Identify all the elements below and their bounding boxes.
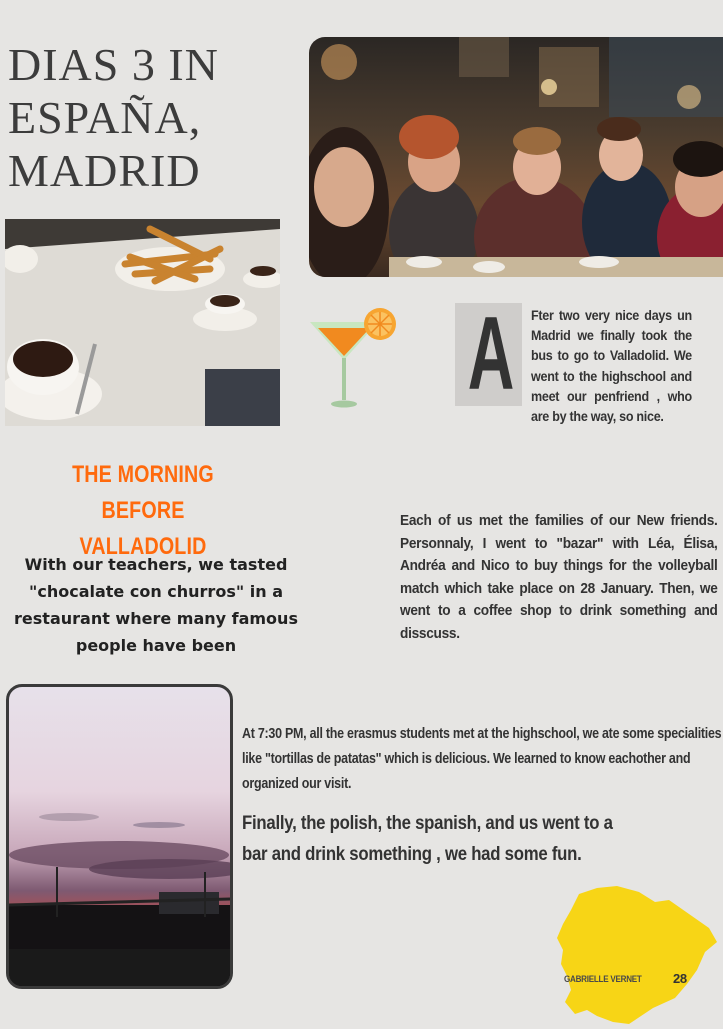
photo-sunset — [6, 684, 233, 989]
photo-friends-illustration — [309, 37, 723, 277]
cocktail-icon — [308, 308, 400, 410]
finally-paragraph: Finally, the polish, the spanish, and us went to a bar and drink something , we had some fun. — [242, 812, 613, 865]
photo-churros-illustration — [5, 219, 280, 426]
intro-paragraph: Fter two very nice days un Madrid we finally took the bus to go to Valladolid. We went to the highschool and meet our penfriend , who are by the way, so nice. — [531, 308, 692, 425]
morning-caption: With our teachers, we tasted "chocalate con churros" in a restaurant where many famous people have been — [14, 555, 298, 655]
heading-line-2: VALLADOLID — [79, 533, 207, 560]
author-name: GABRIELLE VERNET — [564, 974, 642, 985]
title-line-3: MADRID — [8, 145, 201, 196]
photo-friends-at-cafe — [309, 37, 723, 277]
spain-map-icon — [557, 880, 719, 1024]
evening-paragraph-wrapper — [242, 722, 722, 797]
page-number: 28 — [673, 971, 687, 986]
evening-paragraph: At 7:30 PM, all the erasmus students met at the highschool, we ate some specialities like "tortillas de patatas" which is delicious. We learned to know eachother and organized our visit. — [242, 726, 722, 792]
page-title — [8, 38, 298, 197]
section-heading-morning — [36, 457, 251, 565]
finally-paragraph-wrapper — [242, 808, 613, 870]
dropcap-letter: A — [467, 296, 515, 412]
families-paragraph: Each of us met the families of our New friends. Personnaly, I went to "bazar" with Léa, Élisa, Andréa and Nico to buy things for the volleyball match which take place on 28 January. Then, we went to a coffee shop to drink something and disscuss. — [400, 512, 718, 642]
title-line-1: DIAS 3 IN — [8, 39, 219, 90]
title-line-2: ESPAÑA, — [8, 92, 202, 143]
heading-line-1: THE MORNING BEFORE — [72, 461, 214, 524]
photo-chocolate-churros — [5, 219, 280, 426]
photo-sunset-illustration — [9, 687, 230, 986]
families-paragraph-wrapper — [400, 510, 718, 645]
